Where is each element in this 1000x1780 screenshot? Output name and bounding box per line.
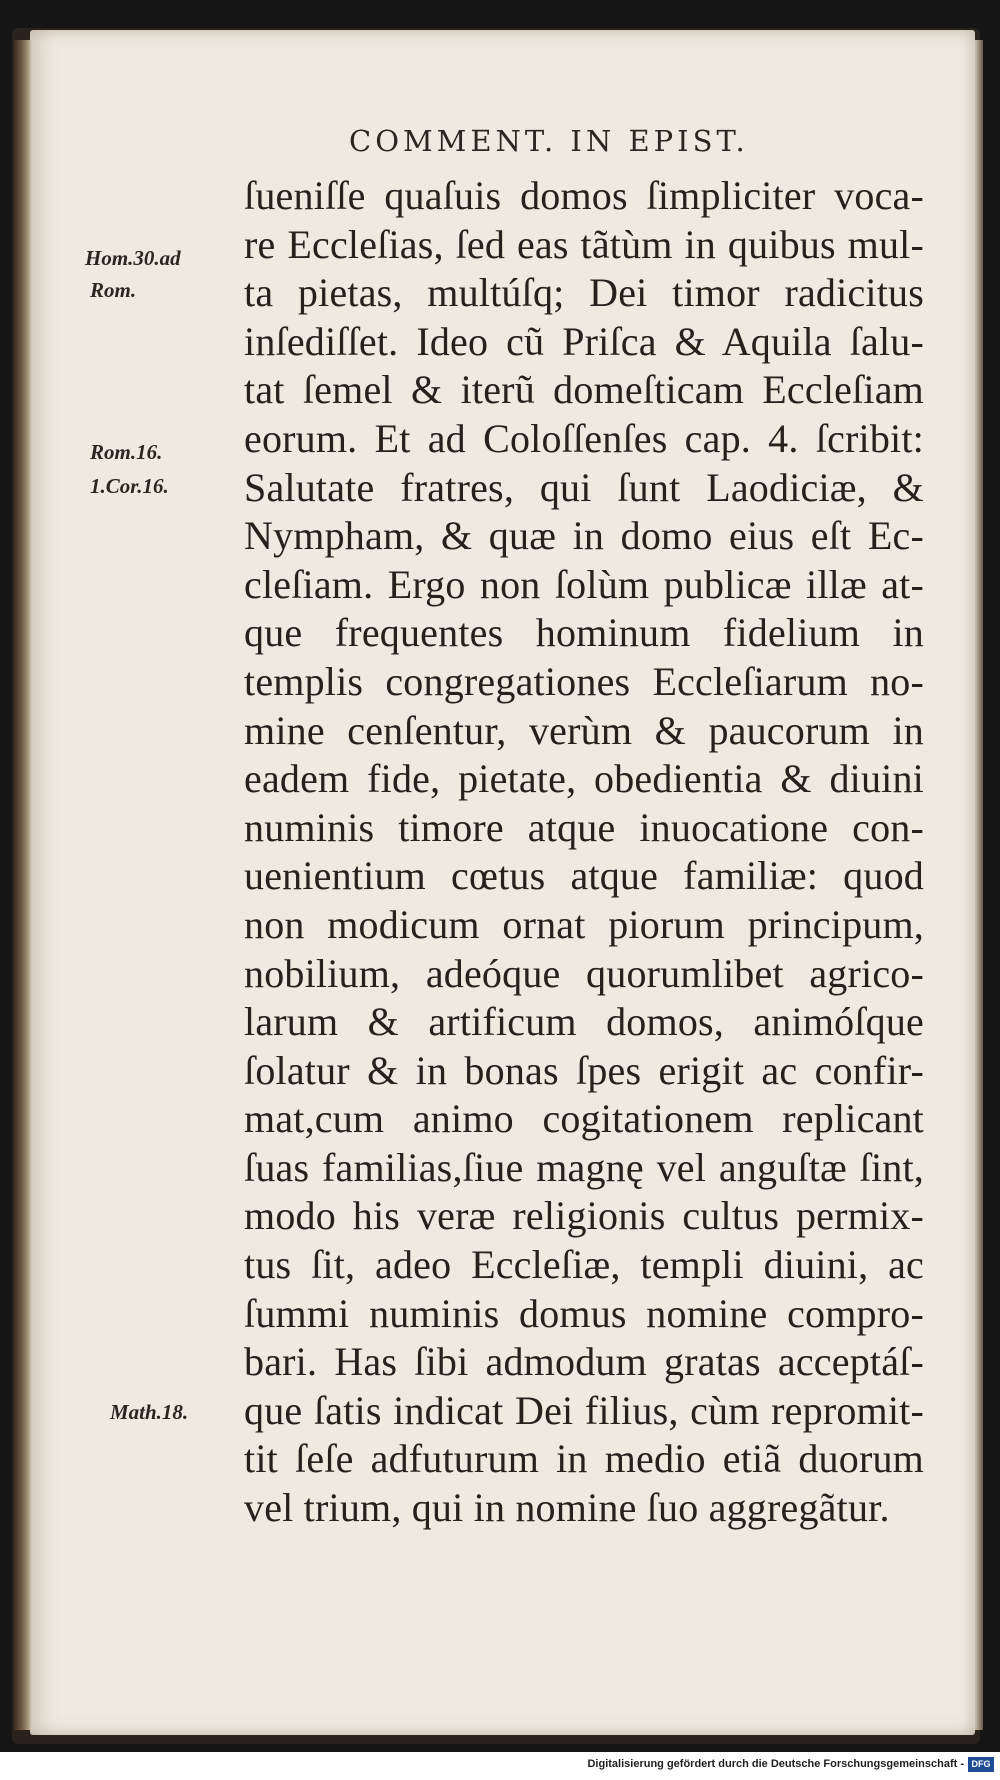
dfg-logo-icon: DFG (968, 1757, 994, 1772)
text-line: tat ſemel & iterũ domeſticam Eccleſiam (244, 367, 924, 413)
text-line: ſuas familias,ſiue magnę vel anguſtæ ſint, (244, 1144, 924, 1190)
footer-bar (0, 1752, 1000, 1780)
marginal-note-rom: Rom. (90, 278, 137, 302)
text-line: nobilium, adeóque quorumlibet agrico- (244, 950, 924, 996)
text-line: que frequentes hominum fidelium in (244, 610, 924, 656)
running-head: COMMENT. IN EPIST. (349, 124, 749, 158)
text-line: ta pietas, multúſq; Dei timor radicitus (244, 270, 924, 316)
text-line: Salutate fratres, qui ſunt Laodiciæ, & (244, 464, 924, 510)
text-line: templis congregationes Eccleſiarum no- (244, 658, 924, 704)
page-edge-left (14, 40, 32, 1730)
text-line: larum & artificum domos, animóſque (244, 999, 924, 1045)
marginal-note-math18: Math.18. (110, 1400, 189, 1424)
text-line: bari. Has ſibi admodum gratas acceptáſ- (244, 1339, 924, 1385)
text-line: inſediſſet. Ideo cũ Priſca & Aquila ſalu- (244, 318, 924, 364)
text-line: ſummi numinis domus nomine compro- (244, 1290, 924, 1336)
text-line: non modicum ornat piorum principum, (244, 901, 924, 947)
text-line: numinis timore atque inuocatione con- (244, 804, 924, 850)
marginal-note-hom: Hom.30.ad (85, 246, 181, 270)
text-line: mat,cum animo cogitationem replicant (244, 1096, 924, 1142)
body-text (244, 172, 924, 1533)
text-line: ſolatur & in bonas ſpes erigit ac confir- (244, 1047, 924, 1093)
text-line: vel trium, qui in nomine ſuo aggregãtur. (244, 1485, 890, 1531)
text-line: cleſiam. Ergo non ſolùm publicæ illæ at- (244, 561, 924, 607)
text-line: ſueniſſe quaſuis domos ſimpliciter voca- (244, 173, 924, 218)
text-line: tit ſeſe adfuturum in medio etiã duorum (244, 1436, 924, 1482)
text-line: tus ſit, adeo Eccleſiæ, templi diuini, ac (244, 1242, 924, 1288)
text-line: eorum. Et ad Coloſſenſes cap. 4. ſcribit: (244, 415, 924, 461)
page-edge-right (975, 40, 983, 1730)
text-line: re Eccleſias, ſed eas tãtùm in quibus mul- (244, 221, 924, 267)
text-line: modo his veræ religionis cultus permix- (244, 1193, 924, 1239)
text-line: Nympham, & quæ in domo eius eſt Ec- (244, 513, 924, 559)
marginal-note-cor16: 1.Cor.16. (90, 474, 169, 498)
text-line: que ſatis indicat Dei filius, cùm repromit- (244, 1387, 924, 1433)
marginal-note-rom16: Rom.16. (90, 440, 163, 464)
text-line: mine cenſentur, verùm & paucorum in (244, 707, 924, 753)
text-line: eadem fide, pietate, obedientia & diuini (244, 756, 924, 802)
text-line: uenientium cœtus atque familiæ: quod (244, 853, 924, 899)
funding-credit: Digitalisierung gefördert durch die Deutsche Forschungsgemeinschaft - (587, 1758, 964, 1770)
